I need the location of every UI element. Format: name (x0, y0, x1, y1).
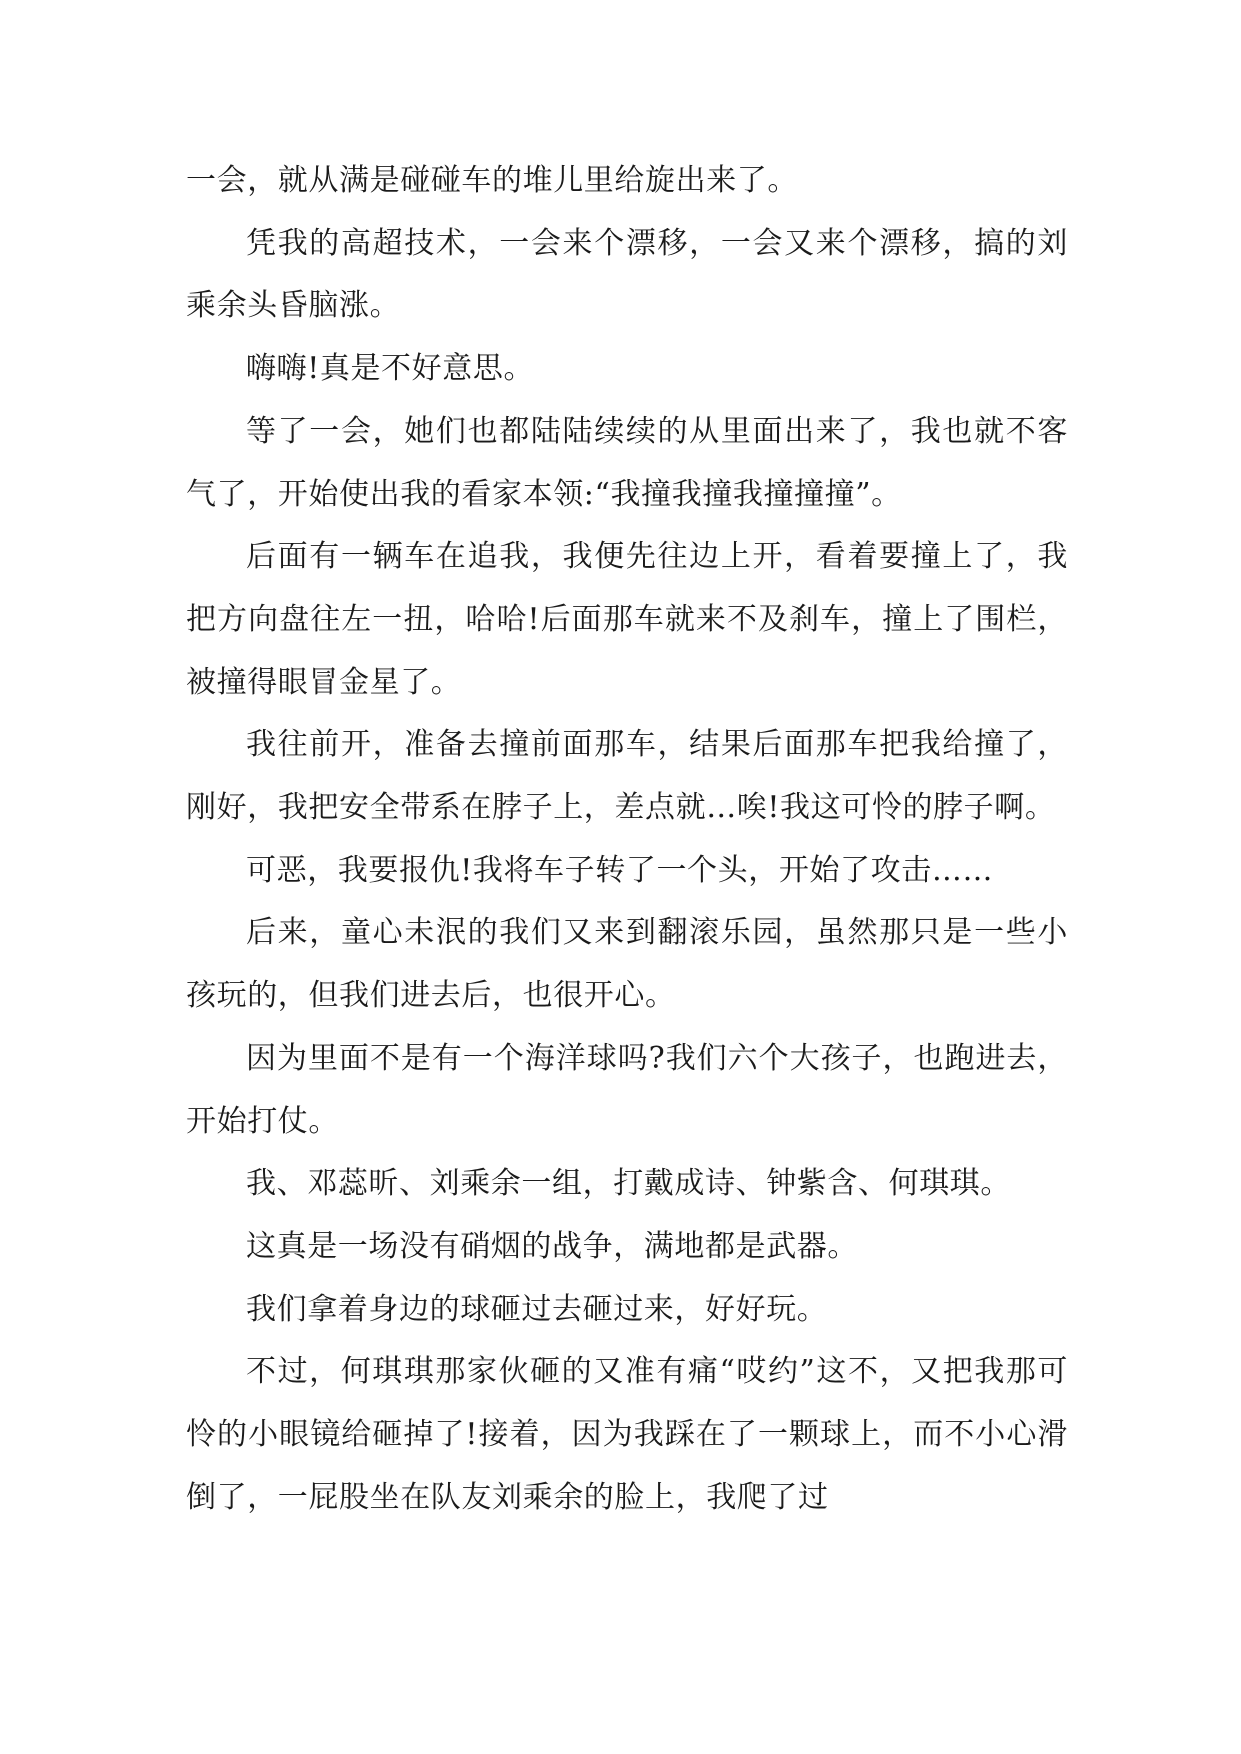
paragraph-4: 等了一会，她们也都陆陆续续的从里面出来了，我也就不客气了，开始使出我的看家本领:“我撞我撞我撞撞撞”。 (186, 413, 1068, 512)
paragraph-6: 我往前开，准备去撞前面那车，结果后面那车把我给撞了，刚好，我把安全带系在脖子上，差点就…唉!我这可怜的脖子啊。 (186, 727, 1068, 826)
paragraph-2: 凭我的高超技术，一会来个漂移，一会又来个漂移，搞的刘乘余头昏脑涨。 (186, 225, 1068, 324)
paragraph-13: 不过，何琪琪那家伙砸的又准有痛“哎约”这不，又把我那可怜的小眼镜给砸掉了!接着，因为我踩在了一颗球上，而不小心滑倒了，一屁股坐在队友刘乘余的脸上，我爬了过 (186, 1354, 1068, 1515)
paragraph-9: 因为里面不是有一个海洋球吗?我们六个大孩子，也跑进去，开始打仗。 (186, 1040, 1068, 1139)
paragraph-12: 我们拿着身边的球砸过去砸过来，好好玩。 (246, 1291, 828, 1327)
paragraph-3: 嗨嗨!真是不好意思。 (246, 351, 535, 387)
paragraph-5: 后面有一辆车在追我，我便先往边上开，看着要撞上了，我把方向盘往左一扭，哈哈!后面那车就来不及刹车，撞上了围栏，被撞得眼冒金星了。 (186, 539, 1068, 700)
body-text (186, 150, 1068, 1529)
paragraph-1: 一会，就从满是碰碰车的堆儿里给旋出来了。 (186, 163, 798, 198)
paragraph-8: 后来，童心未泯的我们又来到翻滚乐园，虽然那只是一些小孩玩的，但我们进去后，也很开心。 (186, 915, 1068, 1014)
paragraph-7: 可恶，我要报仇!我将车子转了一个头，开始了攻击…… (246, 852, 994, 888)
paragraph-11: 这真是一场没有硝烟的战争，满地都是武器。 (246, 1228, 858, 1264)
paragraph-10: 我、邓蕊昕、刘乘余一组，打戴成诗、钟紫含、何琪琪。 (246, 1166, 1011, 1202)
